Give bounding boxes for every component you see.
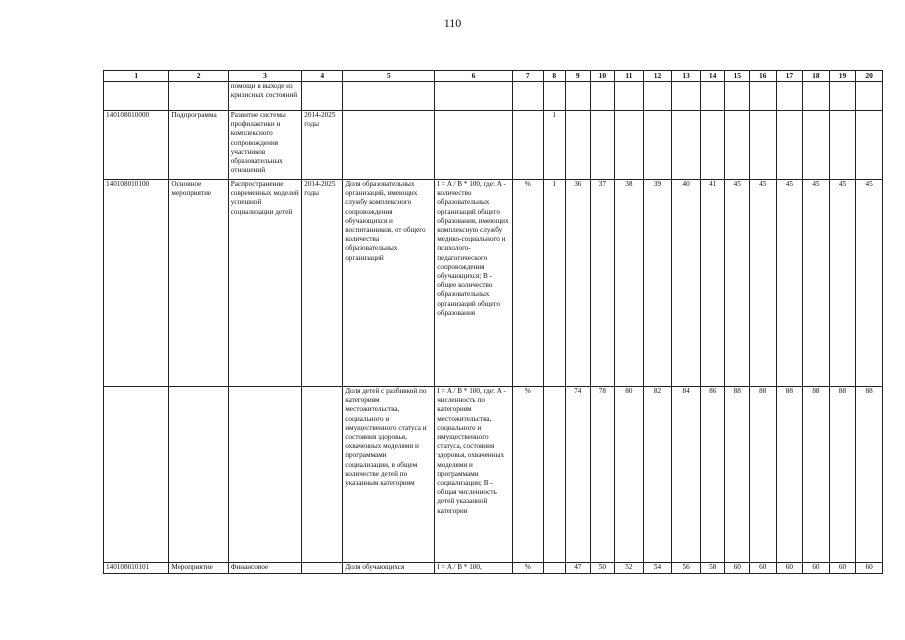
table-row: [104, 111, 883, 180]
col8-cell: 1: [543, 180, 565, 387]
value-cell: [590, 111, 615, 180]
value-cell: 78: [590, 387, 615, 563]
value-cell: [856, 82, 883, 111]
type-cell: [169, 82, 228, 111]
value-cell: 60: [725, 563, 750, 574]
value-cell: [776, 111, 803, 180]
value-cell: 86: [700, 387, 725, 563]
code-cell: [104, 82, 169, 111]
type-cell: Основное мероприятие: [169, 180, 228, 387]
column-header: 11: [615, 71, 644, 82]
value-cell: [672, 82, 701, 111]
column-header: 9: [566, 71, 591, 82]
value-cell: 41: [700, 180, 725, 387]
column-header: 18: [803, 71, 830, 82]
unit-cell: %: [512, 387, 543, 563]
column-header: 3: [228, 71, 302, 82]
formula-cell: I = A / B * 100, где: A - количество образовательных организаций общего образования, имеющих комплексную службу медико-социального и психолого-педагогического сопровождения обучающихся; B - общее количество образовательных организаций общего образования: [435, 180, 513, 387]
column-header: 6: [435, 71, 513, 82]
column-header: 17: [776, 71, 803, 82]
value-cell: 80: [615, 387, 644, 563]
value-cell: 50: [590, 563, 615, 574]
value-cell: [643, 111, 672, 180]
value-cell: 54: [643, 563, 672, 574]
value-cell: [590, 82, 615, 111]
formula-cell: [435, 82, 513, 111]
value-cell: [643, 82, 672, 111]
col8-cell: 1: [543, 111, 565, 180]
period-cell: [302, 563, 343, 574]
value-cell: [672, 111, 701, 180]
name-cell: [228, 387, 302, 563]
value-cell: 45: [749, 180, 776, 387]
value-cell: 88: [829, 387, 856, 563]
value-cell: 45: [803, 180, 830, 387]
column-header: 20: [856, 71, 883, 82]
indicator-cell: [343, 82, 435, 111]
value-cell: 60: [776, 563, 803, 574]
value-cell: 56: [672, 563, 701, 574]
value-cell: 60: [749, 563, 776, 574]
value-cell: 88: [803, 387, 830, 563]
value-cell: [856, 111, 883, 180]
indicator-cell: Доля образовательных организаций, имеющих службу комплексного сопровождения обучающихся и воспитанников, от общего количества образовательных организаций: [343, 180, 435, 387]
column-header: 2: [169, 71, 228, 82]
period-cell: 2014-2025 годы: [302, 180, 343, 387]
header-row: [104, 71, 883, 82]
table-row: [104, 82, 883, 111]
column-header: 1: [104, 71, 169, 82]
name-cell: Развитие системы профилактики и комплексного сопровождения участников образовательных отношений: [228, 111, 302, 180]
value-cell: [700, 111, 725, 180]
indicator-cell: Доля детей с разбивкой по категориям местожительства, социального и имущественного статуса и состояния здоровья, охваченных моделями и программами социализации, в общем количестве детей по указанным категориям: [343, 387, 435, 563]
value-cell: 88: [776, 387, 803, 563]
indicator-cell: [343, 111, 435, 180]
value-cell: 60: [856, 563, 883, 574]
value-cell: 40: [672, 180, 701, 387]
value-cell: [725, 82, 750, 111]
code-cell: 140108010100: [104, 180, 169, 387]
column-header: 16: [749, 71, 776, 82]
value-cell: [566, 111, 591, 180]
value-cell: 36: [566, 180, 591, 387]
column-header: 12: [643, 71, 672, 82]
period-cell: [302, 387, 343, 563]
value-cell: [725, 111, 750, 180]
value-cell: [749, 111, 776, 180]
value-cell: [776, 82, 803, 111]
value-cell: 88: [856, 387, 883, 563]
table-row: [104, 563, 883, 574]
value-cell: [803, 111, 830, 180]
unit-cell: %: [512, 563, 543, 574]
value-cell: 45: [829, 180, 856, 387]
column-header: 4: [302, 71, 343, 82]
table-row: [104, 387, 883, 563]
value-cell: 47: [566, 563, 591, 574]
col8-cell: [543, 82, 565, 111]
period-cell: 2014-2025 годы: [302, 111, 343, 180]
unit-cell: [512, 82, 543, 111]
value-cell: [615, 111, 644, 180]
column-header: 5: [343, 71, 435, 82]
value-cell: [700, 82, 725, 111]
page-number: 110: [443, 16, 462, 30]
unit-cell: %: [512, 180, 543, 387]
column-header: 8: [543, 71, 565, 82]
type-cell: [169, 387, 228, 563]
formula-cell: I = A / B * 100,: [435, 563, 513, 574]
program-table: [103, 70, 883, 574]
value-cell: [566, 82, 591, 111]
value-cell: [829, 111, 856, 180]
table-row: [104, 180, 883, 387]
col8-cell: [543, 387, 565, 563]
type-cell: Подпрограмма: [169, 111, 228, 180]
indicator-cell: Доля обучающихся: [343, 563, 435, 574]
name-cell: Распространение современных моделей успешной социализации детей: [228, 180, 302, 387]
code-cell: [104, 387, 169, 563]
col8-cell: [543, 563, 565, 574]
value-cell: 88: [749, 387, 776, 563]
value-cell: 82: [643, 387, 672, 563]
code-cell: 140108010000: [104, 111, 169, 180]
formula-cell: I = A / B * 100, где: A - численность по категориям местожительства, социального и имущественного статуса, состояния здоровья, охваченных моделями и программами социализации; B - общая численность детей указанной категории: [435, 387, 513, 563]
value-cell: 45: [776, 180, 803, 387]
type-cell: Мероприятие: [169, 563, 228, 574]
value-cell: 74: [566, 387, 591, 563]
unit-cell: [512, 111, 543, 180]
value-cell: [749, 82, 776, 111]
value-cell: 58: [700, 563, 725, 574]
formula-cell: [435, 111, 513, 180]
value-cell: 60: [803, 563, 830, 574]
value-cell: 38: [615, 180, 644, 387]
name-cell: Финансовое: [228, 563, 302, 574]
name-cell: помощи в выходе из кризисных состояний: [228, 82, 302, 111]
period-cell: [302, 82, 343, 111]
value-cell: 84: [672, 387, 701, 563]
value-cell: 39: [643, 180, 672, 387]
value-cell: 60: [829, 563, 856, 574]
code-cell: 140108010101: [104, 563, 169, 574]
column-header: 15: [725, 71, 750, 82]
column-header: 7: [512, 71, 543, 82]
value-cell: [803, 82, 830, 111]
column-header: 19: [829, 71, 856, 82]
column-header: 14: [700, 71, 725, 82]
column-header: 10: [590, 71, 615, 82]
value-cell: [829, 82, 856, 111]
value-cell: 52: [615, 563, 644, 574]
value-cell: 45: [856, 180, 883, 387]
value-cell: 37: [590, 180, 615, 387]
value-cell: 45: [725, 180, 750, 387]
value-cell: [615, 82, 644, 111]
value-cell: 88: [725, 387, 750, 563]
column-header: 13: [672, 71, 701, 82]
